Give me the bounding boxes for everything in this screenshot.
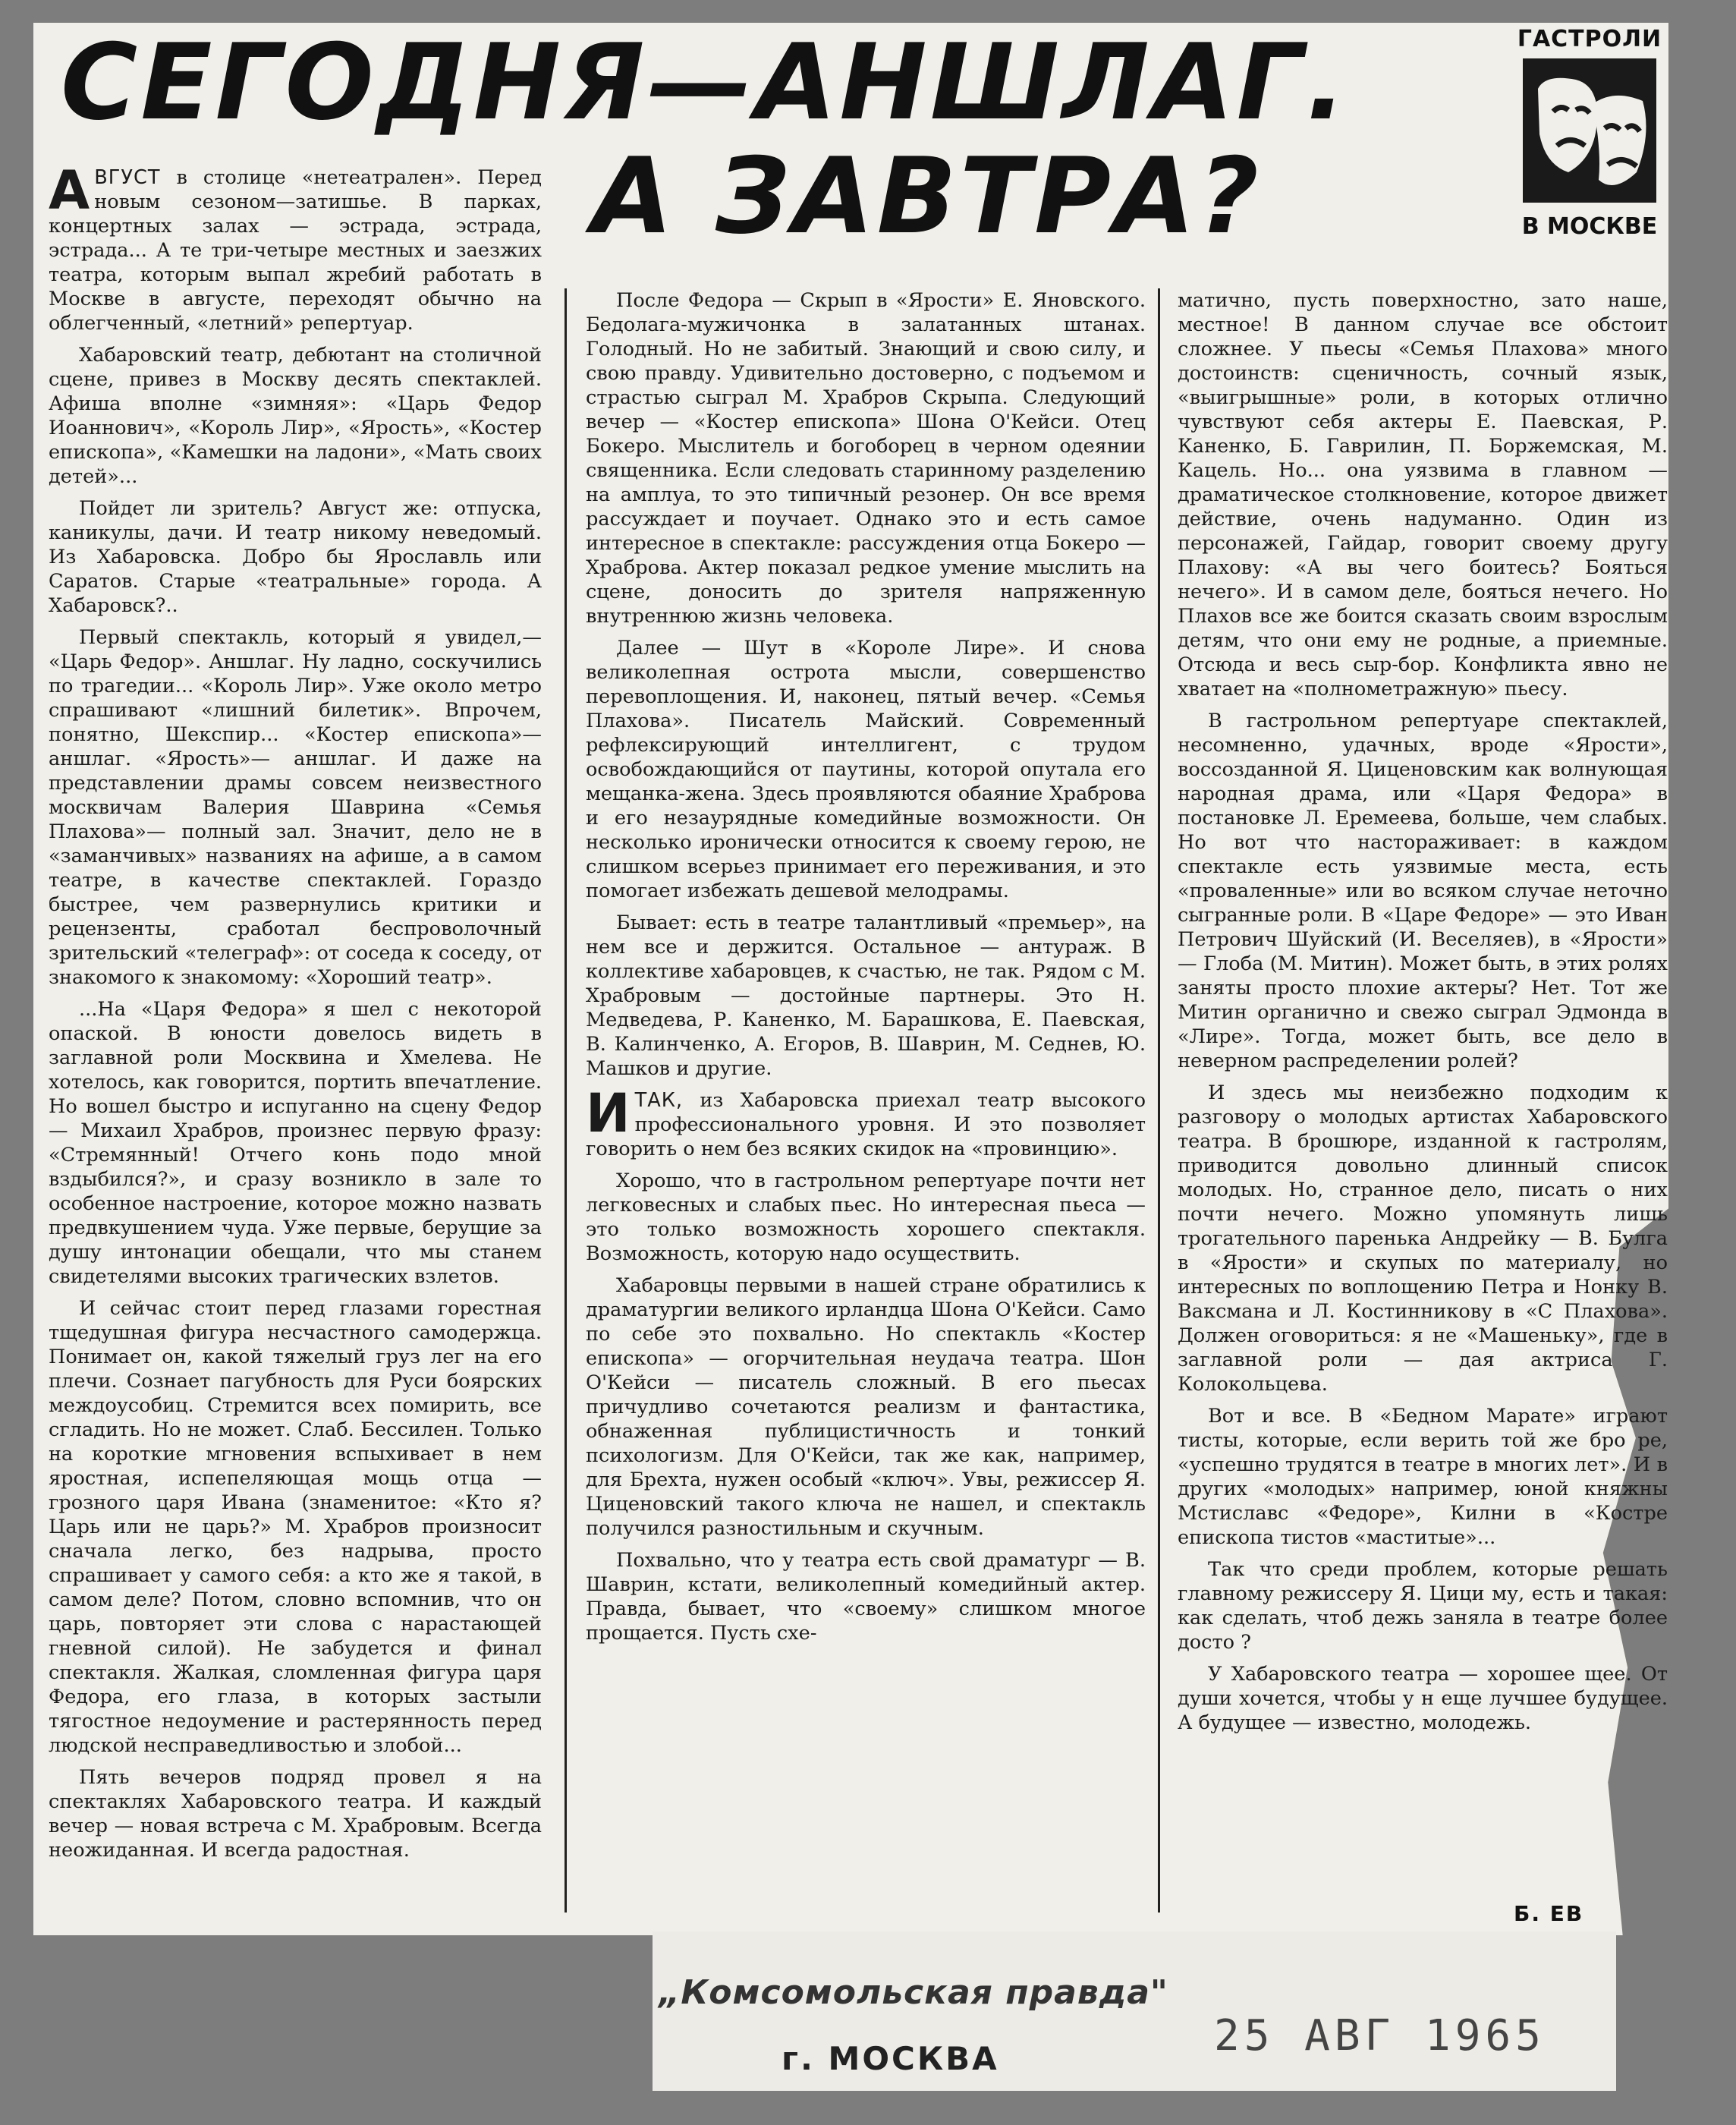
- paragraph: Вот и все. В «Бедном Марате» играют тисты, которые, если верить той же бро ре, «успешно трудятся в театре в многих лет». И в других «молодых» например, юной княжны Мстиславс «Федоре», Килни в «Костре епископа тистов «маститые»...: [1178, 1405, 1668, 1549]
- stamp-newspaper-name: „Комсомольская правда": [659, 1973, 1168, 2012]
- paragraph: Хабаровский театр, дебютант на столичной сцене, привез в Москву десять спектаклей. Афиша вполне «зимняя»: «Царь Федор Иоаннович», «Король Лир», «Ярость», «Костер епископа», «Камешки на ладони», «Мать своих детей»...: [49, 344, 542, 488]
- drop-cap: И: [586, 1082, 631, 1144]
- drop-cap: А: [49, 159, 90, 222]
- paragraph: Далее — Шут в «Короле Лире». И снова великолепная острота мысли, совершенство перевоплощения. И, наконец, пятый вечер. «Семья Плахова». Писатель Майский. Современный рефлексирующий интеллигент, с трудом освобождающийся от паутины, которой опутала его мещанка-жена. Здесь проявляются обаяние Храброва и его незаурядные комедийные возможности. Он несколько иронически относится к своему герою, не слишком всерьез принимает его переживания, и это помогает избежать дешевой мелодрамы.: [586, 637, 1146, 902]
- column-divider: [565, 288, 567, 1912]
- paragraph: Похвально, что у театра есть свой драматург — В. Шаврин, кстати, великолепный комедийный актер. Правда, бывает, что «своему» слишком многое прощается. Пусть схе-: [586, 1549, 1146, 1645]
- headline-line-1: СЕГОДНЯ—АНШЛАГ.: [61, 21, 1350, 143]
- paragraph: матично, пусть поверхностно, зато наше, местное! В данном случае все обстоит сложнее. У пьесы «Семья Плахова» много достоинств: сценичность, сочный язык, «выигрышные» роли, в которых отлично чувствуют себя актеры Е. Паевская, Р. Каненко, Б. Гаврилин, П. Боржемская, М. Кацель. Но... она уязвима в главном — драматическое столкновение, которое движет действие, очень надуманно. Один из персонажей, Гайдар, говорит своему другу Плахову: «А вы чего боитесь? Бояться нечего». И в самом деле, бояться нечего. Но Плахов все же боится сказать своим взрослым детям, что они ему не родные, а приемные. Отсюда и весь сыр-бор. Конфликта явно не хватает на «полнометражную» пьесу.: [1178, 289, 1668, 700]
- paragraph: Хорошо, что в гастрольном репертуаре почти нет легковесных и слабых пьес. Но интересная пьеса — это только возможность хорошего спектакля. Возможность, которую надо осуществить.: [586, 1170, 1146, 1265]
- paragraph: Пять вечеров подряд провел я на спектаклях Хабаровского театра. И каждый вечер — новая встреча с М. Храбровым. Всегда неожиданная. И всегда радостная.: [49, 1766, 542, 1862]
- paragraph: ИТАК, из Хабаровска приехал театр высокого профессионального уровня. И это позволяет говорить о нем без всяких скидок на «провинцию».: [586, 1082, 1146, 1160]
- rubric-bottom-label: В МОСКВЕ: [1521, 213, 1658, 240]
- paragraph: Хабаровцы первыми в нашей стране обратились к драматургии великого ирландца Шона О'Кейси. Само по себе это похвально. Но спектакль «Костер епископа» — огорчительная неудача театра. Шон О'Кейси — писатель сложный. В его пьесах причудливо сочетаются реализм и фантастика, обнаженная публицистичность и тонкий психологизм. Для О'Кейси, так же как, например, для Брехта, нужен особый «ключ». Увы, режиссер Я. Циценовский такого ключа не нашел, и спектакль получился разностильным и скучным.: [586, 1274, 1146, 1540]
- paragraph: В гастрольном репертуаре спектаклей, несомненно, удачных, вроде «Ярости», воссозданной Я. Циценовским как волнующая народная драма, или «Царя Федора» в постановке Л. Еремеева, больше, чем слабых. Но вот что настораживает: в каждом спектакле есть уязвимые места, есть «проваленные» или во всяком случае неточно сыгранные роли. В «Царе Федоре» — это Иван Петрович Шуйский (И. Веселяев), в «Ярости» — Глоба (М. Митин). Может быть, в этих ролях заняты просто плохие актеры? Нет. Тот же Митин органично и свежо сыграл Эдмонда в «Лире». Тогда, может быть, все дело в неверном распределении ролей?: [1178, 710, 1668, 1072]
- headline-line-2: А ЗАВТРА?: [592, 135, 1263, 257]
- stamp-city: г. МОСКВА: [782, 2040, 999, 2077]
- column-divider: [1158, 288, 1160, 1912]
- paragraph: АВГУСТ в столице «нетеатрален». Перед новым сезоном—затишье. В парках, концертных залах — эстрада, эстрада, эстрада... А те три-четыре местных и заезжих театра, которым выпал жребий работать в Москве в августе, переходят обычно на облегченный, «летний» репертуар.: [49, 159, 542, 335]
- paragraph: Бывает: есть в театре талантливый «премьер», на нем все и держится. Остальное — антураж. В коллективе хабаровцев, к счастью, не так. Рядом с М. Храбровым — достойные партнеры. Это Н. Медведева, Р. Каненко, М. Барашкова, Е. Паевская, В. Калинченко, А. Егоров, В. Шаврин, М. Седнев, Ю. Машков и другие.: [586, 911, 1146, 1080]
- paragraph: Так что среди проблем, которые решать главному режиссеру Я. Цици му, есть и такая: как сделать, чтоб дежь заняла в театре более досто ?: [1178, 1558, 1668, 1654]
- paragraph: У Хабаровского театра — хорошее щее. От души хочется, чтобы у н еще лучшее будущее. А будущее — известно, молодежь.: [1178, 1663, 1668, 1734]
- theatre-masks-icon: [1523, 58, 1656, 203]
- article-column-2: [586, 288, 1146, 1653]
- article-column-1: [49, 159, 542, 1870]
- rubric-block: [1514, 26, 1665, 240]
- paragraph: И сейчас стоит перед глазами горестная тщедушная фигура несчастного самодержца. Понимает он, какой тяжелый груз лег на его плечи. Сознает пагубность для Руси боярских междоусобиц. Стремится всех помирить, все сгладить. Но не может. Слаб. Бессилен. Только на короткие мгновения вспыхивает в нем яростная, испепеляющая мощь отца — грозного царя Ивана (знаменитое: «Кто я? Царь или не царь?» М. Храбров произносит сначала легко, без надрыва, просто спрашивает у самого себя: а кто же я такой, в самом деле? Потом, словно вспомнив, что он царь, повторяет эти слова с нарастающей гневной силой). Не забудется и финал спектакля. Жалкая, сломленная фигура царя Федора, его глаза, в которых застыли тягостное недоумение и растерянность перед людской несправедливостью и злобой...: [49, 1297, 542, 1757]
- author-signature: Б. ЕВ: [1514, 1901, 1584, 1926]
- article-column-3: [1178, 288, 1668, 1742]
- paragraph: ...На «Царя Федора» я шел с некоторой опаской. В юности довелось видеть в заглавной роли Москвина и Хмелева. Не хотелось, как говорится, портить впечатление. Но вошел быстро и испуганно на сцену Федор — Михаил Храбров, произнес первую фразу: «Стремянный! Отчего конь подо мной вздыбился?», и сразу возникло в зале то особенное настроение, которое можно назвать предвкушением чуда. Уже первые, берущие за душу интонации обещали, что мы станем свидетелями высоких трагических взлетов.: [49, 998, 542, 1288]
- paragraph: После Федора — Скрып в «Ярости» Е. Яновского. Бедолага-мужичонка в залатанных штанах. Голодный. Но не забитый. Знающий и свою силу, и свою правду. Удивительно достоверно, с подъемом и страстью сыграл М. Храбров Скрыпа. Следующий вечер — «Костер епископа» Шона О'Кейси. Отец Бокеро. Мыслитель и богоборец в черном одеянии священника. Если следовать старинному разделению на амплуа, то это типичный резонер. Он все время рассуждает и поучает. Однако это и есть самое интересное в спектакле: рассуждения отца Бокеро — Храброва. Актер показал редкое умение мыслить на сцене, доносить до зрителя напряженную внутреннюю жизнь человека.: [586, 289, 1146, 628]
- paragraph: И здесь мы неизбежно подходим к разговору о молодых артистах Хабаровского театра. В брошюре, изданной к гастролям, приводится довольно длинный список молодых. Но, странное дело, писать о них почти нечего. Можно упомянуть лишь трогательного паренька Андрейку — В. Булга в «Ярости» и скупых по материалу, но интересных по воплощению Петра и Нонку В. Ваксмана и Л. Костинникову в «С Плахова». Должен оговориться: я не «Машеньку», где в заглавной роли — дая актриса Г. Колокольцева.: [1178, 1081, 1668, 1396]
- stamp-date: 25 АВГ 1965: [1214, 2011, 1546, 2060]
- rubric-top-label: ГАСТРОЛИ: [1517, 26, 1662, 52]
- paragraph: Первый спектакль, который я увидел,— «Царь Федор». Аншлаг. Ну ладно, соскучились по трагедии... «Король Лир». Уже около метро спрашивают «лишний билетик». Впрочем, понятно, Шекспир... «Костер епископа»— аншлаг. «Ярость»— аншлаг. И даже на представлении драмы совсем неизвестного москвичам Валерия Шаврина «Семья Плахова»— полный зал. Значит, дело не в «заманчивых» названиях на афише, а в самом театре, в качестве спектаклей. Гораздо быстрее, чем развернулись критики и рецензенты, сработал беспроволочный зрительский «телеграф»: от соседа к соседу, от знакомого к знакомому: «Хороший театр».: [49, 626, 542, 989]
- paragraph: Пойдет ли зритель? Август же: отпуска, каникулы, дачи. И театр никому неведомый. Из Хабаровска. Добро бы Ярославль или Саратов. Старые «театральные» города. А Хабаровск?..: [49, 497, 542, 617]
